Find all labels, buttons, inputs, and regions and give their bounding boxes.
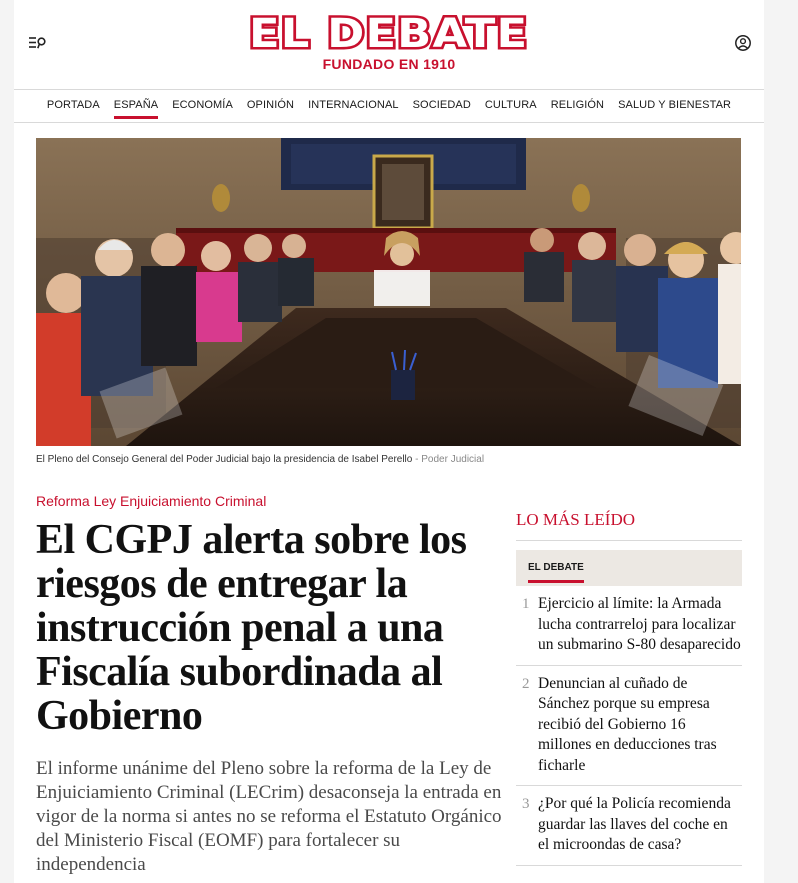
nav-item-cultura[interactable]: CULTURA — [484, 99, 537, 111]
most-read-item[interactable] — [516, 666, 742, 787]
nav-item-internacional[interactable]: INTERNACIONAL — [308, 99, 399, 111]
nav-item-salud-y-bienestar[interactable]: SALUD Y BIENESTAR — [618, 99, 732, 111]
caption-credit: - Poder Judicial — [412, 454, 485, 465]
most-read-item[interactable] — [516, 586, 742, 666]
tab-el-debate[interactable]: EL DEBATE — [528, 562, 584, 583]
most-read-headline[interactable]: Denuncian al cuñado de Sánchez porque su empresa recibió del Gobierno 16 millones en deducciones tras ficharle — [538, 674, 717, 774]
photo-caption — [36, 454, 484, 465]
user-icon[interactable] — [734, 34, 752, 52]
article-photo — [36, 138, 741, 446]
most-read-item[interactable] — [516, 786, 742, 866]
most-read-title: LO MÁS LEÍDO — [516, 510, 742, 541]
most-read-headline[interactable]: Ejercicio al límite: la Armada lucha contrarreloj para localizar un submarino S-80 desaparecido — [538, 595, 741, 653]
article-headline[interactable]: El CGPJ alerta sobre los riesgos de entregar la instrucción penal a una Fiscalía subordinada al Gobierno — [36, 517, 467, 739]
article-lead: El informe unánime del Pleno sobre la reforma de la Ley de Enjuiciamiento Criminal (LECrim) desaconseja la entrada en vigor de la norma si antes no se reforma el Estatuto Orgánico del Ministerio Fiscal (EOMF) para fortalecer su independencia — [36, 758, 502, 875]
nav-item-economía[interactable]: ECONOMÍA — [172, 99, 233, 111]
main-navigation — [14, 90, 764, 123]
caption-text: El Pleno del Consejo General del Poder Judicial bajo la presidencia de Isabel Perello — [36, 454, 413, 465]
masthead — [14, 0, 764, 90]
most-read-rank: 2 — [522, 675, 530, 692]
most-read-rank: 1 — [522, 596, 530, 612]
most-read-list — [516, 586, 742, 866]
site-logo[interactable] — [14, 11, 764, 72]
nav-item-españa[interactable]: ESPAÑA — [114, 99, 158, 119]
logo-tagline: FUNDADO EN 1910 — [322, 56, 456, 72]
most-read-headline[interactable]: ¿Por qué la Policía recomienda guardar las llaves del coche en el microondas de casa? — [538, 795, 731, 853]
page — [14, 0, 764, 883]
nav-item-religión[interactable]: RELIGIÓN — [550, 99, 605, 111]
most-read-tabbar — [516, 550, 742, 586]
logo-wordmark: EL DEBATE — [249, 11, 529, 57]
most-read-rank: 3 — [522, 796, 530, 812]
most-read-module — [516, 510, 742, 866]
nav-item-portada[interactable]: PORTADA — [46, 99, 100, 111]
article-kicker[interactable]: Reforma Ley Enjuiciamiento Criminal — [36, 493, 267, 509]
nav-item-sociedad[interactable]: SOCIEDAD — [412, 99, 471, 111]
nav-item-opinión[interactable]: OPINIÓN — [246, 99, 295, 111]
